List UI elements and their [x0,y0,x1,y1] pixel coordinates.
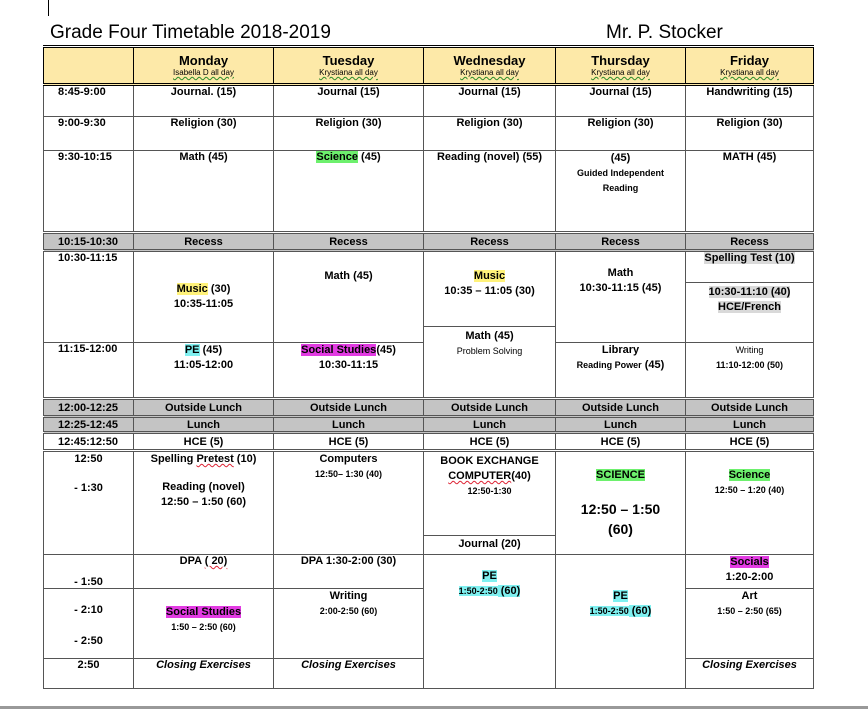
timetable [43,45,814,689]
time-cell: 8:45-9:00 [44,85,134,117]
duration-label: (45) [357,151,381,163]
timetable-cell [134,251,274,343]
row-afternoon-1 [44,451,814,555]
activity-label: Reading [602,183,639,193]
timetable-cell: Math (45) [134,151,274,233]
time-range-label: 1:50-2:50 [589,606,629,616]
lunch-cell: Lunch [686,417,814,433]
timetable-cell [686,343,814,399]
time-cell: 11:15-12:00 [44,343,134,399]
recess-cell: Recess [424,233,556,251]
recess-cell: Recess [686,233,814,251]
timetable-cell: Religion (30) [274,117,424,151]
timetable-cell [274,343,424,399]
title-row [50,22,820,46]
hce-cell: HCE (5) [424,433,556,451]
timetable-cell [134,451,274,555]
duration-label: (45) [641,359,665,371]
closing-cell: Closing Exercises [134,659,274,689]
computers-label: Computers [319,453,378,465]
duration-label: (45) [376,344,396,356]
timetable-cell: MATH (45) [686,151,814,233]
time-cell: - 1:50 [44,555,134,589]
spelling-test-label: Spelling Test (10) [704,252,795,264]
time-range-label: 1:50-2:50 [458,586,498,596]
duration-label: ( 20) [204,555,228,567]
time-cell [44,451,134,555]
dpa-label: DPA [179,555,205,567]
science-label: SCIENCE [596,469,645,481]
closing-cell: Closing Exercises [274,659,424,689]
timetable-cell [424,451,556,555]
timetable-cell: Handwriting (15) [686,85,814,117]
social-studies-label: Social Studies [301,344,377,356]
timetable-cell [134,555,274,589]
time-cell: 10:15-10:30 [44,233,134,251]
timetable-cell: Journal (15) [556,85,686,117]
pe-label: PE [184,344,200,356]
text-cursor [48,0,49,16]
time-cell: 9:00-9:30 [44,117,134,151]
social-studies-label: Social Studies [165,606,242,618]
outside-lunch-cell: Outside Lunch [556,399,686,417]
timetable-cell: Religion (30) [424,117,556,151]
row-morning-block [44,151,814,233]
science-label: Science [728,469,771,481]
timetable-cell [556,451,686,555]
timetable-cell: Religion (30) [686,117,814,151]
time-range-label: 10:35-11:05 [173,298,234,310]
time-range-label: 1:50 – 2:50 (60) [171,622,236,632]
time-cell: 10:30-11:15 [44,251,134,343]
timetable-cell: Journal (15) [424,85,556,117]
time-label: - 2:50 [74,635,103,647]
socials-label: Socials [730,556,769,568]
computer-label: COMPUTER [448,470,512,482]
duration-label: (60) [497,585,521,597]
time-range-label: 2:00-2:50 (60) [319,606,378,616]
writing-label: Writing [329,590,368,602]
time-label: - 1:30 [74,482,103,494]
duration-label: (60) [608,521,633,537]
time-range-label: 12:50-1:30 [467,486,512,496]
timetable-cell [274,451,424,555]
day-header-thursday: Thursday Krystiana all day [556,47,686,85]
recess-cell: Recess [134,233,274,251]
timetable-cell [424,555,556,689]
page-title: Grade Four Timetable 2018-2019 [50,22,331,43]
time-range-label: 11:10-12:00 (50) [715,360,784,370]
duration-label: (40) [511,470,531,482]
duration-label: (60) [628,605,652,617]
library-label: Library [601,344,640,356]
journal-label: Journal (20) [458,538,521,550]
time-label: - 2:10 [74,604,103,616]
duration-label: (45) [199,344,223,356]
hce-cell: HCE (5) [556,433,686,451]
activity-label: Guided Independent [577,168,664,178]
timetable-cell: Reading (novel) (55) [424,151,556,233]
time-range-label: 1:20-2:00 [725,571,774,583]
timetable-cell [424,251,556,399]
row-mid-morning [44,251,814,343]
closing-cell: Closing Exercises [686,659,814,689]
timetable-cell [686,251,814,343]
time-cell: 12:00-12:25 [44,399,134,417]
time-range-label: 11:05-12:00 [173,359,234,371]
timetable-cell [686,589,814,659]
reading-label: Reading (novel) [162,481,245,493]
hce-cell: HCE (5) [686,433,814,451]
lunch-cell: Lunch [274,417,424,433]
corner-cell [44,47,134,85]
duration-label: (10) [233,453,257,465]
hce-cell: HCE (5) [134,433,274,451]
time-range-label: 10:30-11:15 [318,359,379,371]
math-label: Math [607,267,634,279]
day-header-friday: Friday Krystiana all day [686,47,814,85]
day-header-wednesday: Wednesday Krystiana all day [424,47,556,85]
time-range-label: 12:50– 1:30 (40) [314,469,383,479]
pretest-label: Pretest [196,453,234,465]
pe-label: PE [613,590,628,602]
time-range-label: 10:30-11:15 (45) [579,282,662,294]
outside-lunch-cell: Outside Lunch [134,399,274,417]
writing-label: Writing [735,345,764,355]
time-range-label: 12:50 – 1:50 [580,501,661,517]
row-religion [44,117,814,151]
timetable-cell [556,251,686,343]
outside-lunch-cell: Outside Lunch [274,399,424,417]
duration-label: (30) [207,283,231,295]
math-label: Math (45) [465,330,514,342]
book-exchange-label: BOOK EXCHANGE [440,455,539,467]
timetable-cell: Math (45) [274,251,424,343]
timetable-cell [556,555,686,689]
timetable-cell [274,589,424,659]
time-cell: 9:30-10:15 [44,151,134,233]
header-row [44,47,814,85]
time-cell: 12:25-12:45 [44,417,134,433]
lunch-cell: Lunch [424,417,556,433]
timetable-cell [556,343,686,399]
timetable-cell: Journal. (15) [134,85,274,117]
music-label: Music [473,270,506,282]
activity-label: Problem Solving [456,346,523,356]
row-journal [44,85,814,117]
outside-lunch-cell: Outside Lunch [686,399,814,417]
timetable-cell: Religion (30) [134,117,274,151]
row-afternoon-2 [44,555,814,589]
day-header-tuesday: Tuesday Krystiana all day [274,47,424,85]
time-range-label: 10:30-11:10 (40) [708,286,791,298]
timetable-cell: DPA 1:30-2:00 (30) [274,555,424,589]
day-header-monday: Monday Isabella D all day [134,47,274,85]
music-label: Music [176,283,208,295]
time-range-label: 12:50 – 1:50 (60) [161,496,246,508]
lunch-cell: Lunch [134,417,274,433]
time-label: 12:50 [74,453,103,465]
lunch-cell: Lunch [556,417,686,433]
teacher-name: Mr. P. Stocker [606,22,723,43]
timetable-cell [686,451,814,555]
recess-cell: Recess [556,233,686,251]
time-range-label: 1:50 – 2:50 (65) [717,606,782,616]
hce-french-label: HCE/French [718,301,781,313]
timetable-cell [274,151,424,233]
art-label: Art [741,590,758,602]
outside-lunch-cell: Outside Lunch [424,399,556,417]
time-cell: 2:50 [44,659,134,689]
row-outside-lunch [44,399,814,417]
recess-cell: Recess [274,233,424,251]
timetable-cell [556,151,686,233]
page-bottom-edge [0,706,868,709]
time-range-label: 12:50 – 1:20 (40) [714,485,785,495]
timetable-cell [134,589,274,659]
pe-label: PE [482,570,497,582]
timetable-cell [134,343,274,399]
row-hce [44,433,814,451]
row-lunch [44,417,814,433]
duration-label: (45) [610,152,631,164]
hce-cell: HCE (5) [274,433,424,451]
timetable-cell [686,555,814,589]
timetable-cell: Journal (15) [274,85,424,117]
spelling-label: Spelling [150,453,197,465]
activity-label: Reading Power [576,360,642,370]
time-cell [44,589,134,659]
time-cell: 12:45:12:50 [44,433,134,451]
time-range-label: 10:35 – 11:05 (30) [444,285,535,297]
timetable-cell: Religion (30) [556,117,686,151]
row-recess [44,233,814,251]
science-label: Science [316,151,358,163]
